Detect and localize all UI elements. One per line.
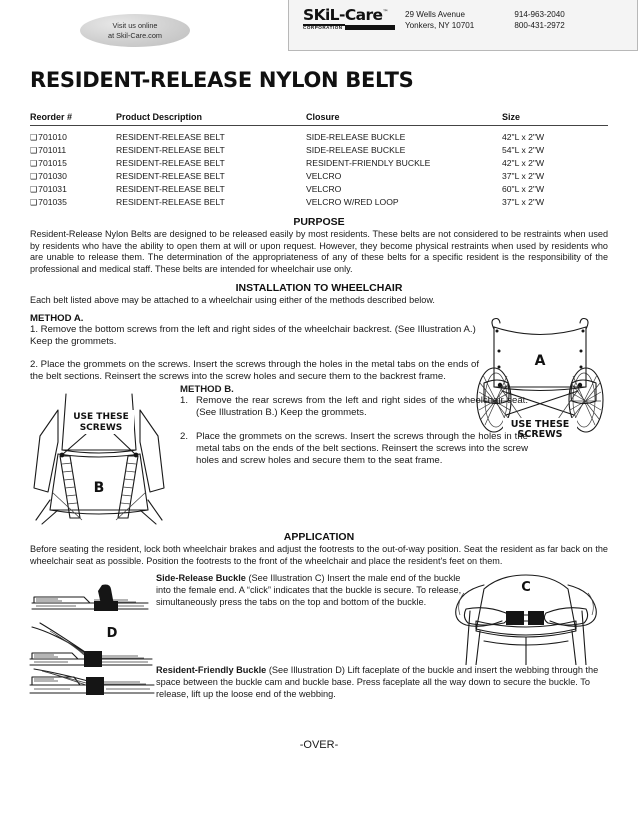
cell-reorder[interactable] (30, 144, 116, 157)
method-b-steps (180, 384, 528, 467)
illustration-d-label: D (106, 626, 118, 642)
column-header-closure: Closure (306, 112, 502, 126)
cell-description: RESIDENT-RELEASE BELT (116, 197, 225, 208)
reorder-number: 701010 (38, 132, 67, 142)
page-header (0, 0, 638, 58)
phone-line-2: 800-431-2972 (514, 21, 565, 31)
skil-care-logo (303, 8, 395, 30)
method-a-title: METHOD A. (30, 312, 84, 324)
column-header-description: Product Description (116, 112, 306, 126)
badge-line-2: at Skil-Care.com (108, 30, 162, 40)
reorder-number: 701015 (38, 158, 67, 169)
cell-reorder[interactable] (30, 170, 116, 183)
phone-line-1: 914-963-2040 (514, 10, 565, 19)
table-row (30, 144, 608, 157)
page-footer-over: -OVER- (299, 739, 339, 752)
cell-description: RESIDENT-RELEASE BELT (116, 132, 225, 142)
cell-reorder[interactable] (30, 126, 116, 144)
cell-reorder[interactable] (30, 157, 116, 170)
illustration-c-person-buckle (440, 569, 612, 665)
belt-strip-top-svg (28, 581, 152, 619)
section-heading-installation: INSTALLATION TO WHEELCHAIR (235, 282, 403, 295)
illustration-b-caption-line-2: SCREWS (79, 423, 123, 434)
belt-strip-bottom-svg (28, 667, 156, 701)
table-row (30, 126, 608, 144)
illustration-c-svg (440, 569, 612, 665)
logo-corporation-text: CORPORATION (303, 24, 343, 30)
order-checkbox-icon[interactable]: ❑ (30, 133, 38, 142)
table-row (30, 157, 608, 170)
side-release-buckle-body: (See Illustration C) Insert the male end of the buckle into the female end. A “click” indicates that the buckle is secure. To release, simultaneously press the tabs on the top and bottom of the buckle. (156, 573, 462, 607)
cell-description: RESIDENT-RELEASE BELT (116, 184, 225, 195)
cell-closure: RESIDENT-FRIENDLY BUCKLE (306, 158, 431, 169)
method-b-step-2 (180, 431, 528, 468)
method-b-list (180, 395, 528, 467)
resident-friendly-buckle-row (30, 665, 608, 723)
visit-us-online-badge (80, 14, 190, 47)
cell-closure: VELCRO (306, 171, 342, 182)
illustration-b-svg (28, 392, 170, 526)
page-title: RESIDENT-RELEASE NYLON BELTS (30, 68, 414, 92)
logo-care-text: Care (344, 6, 383, 24)
company-address (405, 9, 474, 32)
table-body (30, 126, 608, 210)
logo-bar (345, 25, 395, 30)
cell-description: RESIDENT-RELEASE BELT (116, 171, 225, 182)
cell-description: RESIDENT-RELEASE BELT (116, 145, 225, 156)
column-header-reorder: Reorder # (30, 112, 116, 126)
badge-line-1: Visit us online (112, 20, 158, 30)
cell-size: 37"L x 2"W (502, 197, 545, 208)
cell-size: 60"L x 2"W (502, 184, 545, 195)
resident-friendly-buckle-label: Resident-Friendly Buckle (156, 665, 267, 676)
cell-size: 54"L x 2"W (502, 145, 545, 156)
table-row (30, 196, 608, 209)
cell-closure: VELCRO W/RED LOOP (306, 197, 399, 208)
cell-reorder[interactable] (30, 196, 116, 209)
illustration-belt-strip-top (28, 581, 152, 619)
cell-reorder[interactable] (30, 183, 116, 196)
product-table (30, 112, 608, 209)
reorder-number: 701031 (38, 184, 67, 195)
illustration-b-caption-line-1: USE THESE (73, 412, 129, 423)
address-line-1: 29 Wells Avenue (405, 10, 465, 19)
logo-trademark: ™ (382, 8, 388, 16)
method-b-block (30, 384, 608, 524)
cell-size: 42"L x 2"W (502, 158, 545, 169)
section-heading-purpose: PURPOSE (293, 216, 345, 229)
reorder-number: 701035 (38, 197, 67, 208)
brand-contact-box (288, 0, 638, 51)
application-section (30, 531, 608, 567)
resident-friendly-buckle-text (156, 665, 608, 700)
order-checkbox-icon[interactable]: ❑ (30, 198, 38, 208)
order-checkbox-icon[interactable]: ❑ (30, 185, 38, 195)
method-b-step-2-number: 2. (180, 430, 189, 442)
order-checkbox-icon[interactable]: ❑ (30, 146, 38, 156)
column-header-size: Size (502, 112, 608, 126)
cell-closure: SIDE-RELEASE BUCKLE (306, 145, 406, 156)
order-checkbox-icon[interactable]: ❑ (30, 172, 38, 182)
table-header-row (30, 112, 608, 126)
address-line-2: Yonkers, NY 10701 (405, 21, 475, 31)
method-a-step-2: 2. Place the grommets on the screws. Insert the screws through the holes in the metal tabs on the ends of the belt sections. Reinsert the screws into the screw holes and secure them to the backrest frame. (30, 358, 480, 383)
resident-friendly-buckle-body: (See Illustration D) Lift faceplate of the buckle and insert the webbing through the space between the buckle cam and buckle base. Press faceplate all the way down to secure the buckle. To release, lift up the loose end of the webbing. (156, 665, 599, 699)
logo-subline (303, 25, 395, 30)
application-body: Before seating the resident, lock both wheelchair brakes and adjust the footrests to the out-of-way position. Seat the resident as far back on the wheelchair seat as possible. Position the footrests to the front of the wheelchair and place the resident's feet on them. (30, 544, 608, 566)
cell-description: RESIDENT-RELEASE BELT (116, 158, 225, 169)
cell-size: 42"L x 2"W (502, 132, 545, 142)
cell-closure: SIDE-RELEASE BUCKLE (306, 132, 406, 142)
method-b-step-2-text: Place the grommets on the screws. Insert the screws through the holes in the metal tabs on the ends of the belt sections. Reinsert the screws into the screw holes and screw holes and secure them to the seat frame. (196, 430, 528, 466)
method-b-step-1-text: Remove the rear screws from the left and right sides of the wheelchair seat. (See Illustration B.) Keep the grommets. (196, 395, 528, 419)
reorder-number: 701030 (38, 171, 67, 182)
installation-intro: Each belt listed above may be attached to a wheelchair using either of the methods described below. (30, 295, 435, 306)
side-release-buckle-label: Side-Release Buckle (156, 573, 246, 584)
cell-closure: VELCRO (306, 184, 342, 195)
section-heading-application: APPLICATION (283, 531, 355, 544)
illustration-belt-strip-bottom (28, 667, 156, 701)
logo-skil-text: SKiL- (303, 6, 345, 24)
illustration-a-caption-line-1: USE THESE (510, 418, 570, 430)
page-content (0, 68, 638, 751)
logo-wordmark (303, 8, 395, 24)
reorder-number: 701011 (38, 145, 67, 156)
table-row (30, 170, 608, 183)
method-a-step-1: 1. Remove the bottom screws from the left and right sides of the wheelchair backrest. (See Illustration A.) Keep the grommets. (30, 323, 476, 347)
side-release-buckle-row (30, 573, 608, 642)
purpose-body: Resident-Release Nylon Belts are designed to be released easily by most residents. These belts are not considered to be restraints when used by residents who have the ability to open them at will or upon request. However, they become physical restraints when used by residents who are unable to release them. The determination of the appropriateness of any of these belts for a specific resident is the responsibility of the professional and medical staff. These belts are intended for wheelchair use only. (30, 229, 608, 274)
illustration-b-label: B (93, 480, 105, 497)
cell-size: 37"L x 2"W (502, 171, 545, 182)
company-phones (514, 9, 564, 32)
illustration-a-label: A (534, 352, 546, 369)
method-b-title: METHOD B. (180, 384, 234, 396)
order-checkbox-icon[interactable]: ❑ (30, 159, 38, 169)
method-b-step-1 (180, 395, 528, 419)
method-b-step-1-number: 1. (180, 395, 189, 407)
illustration-b-wheelchair-seat (28, 392, 170, 526)
method-a-steps (30, 324, 488, 384)
table-row (30, 183, 608, 196)
illustration-a-caption-line-2: SCREWS (517, 428, 563, 440)
side-release-buckle-text (156, 573, 476, 608)
illustration-c-label: C (521, 580, 531, 596)
